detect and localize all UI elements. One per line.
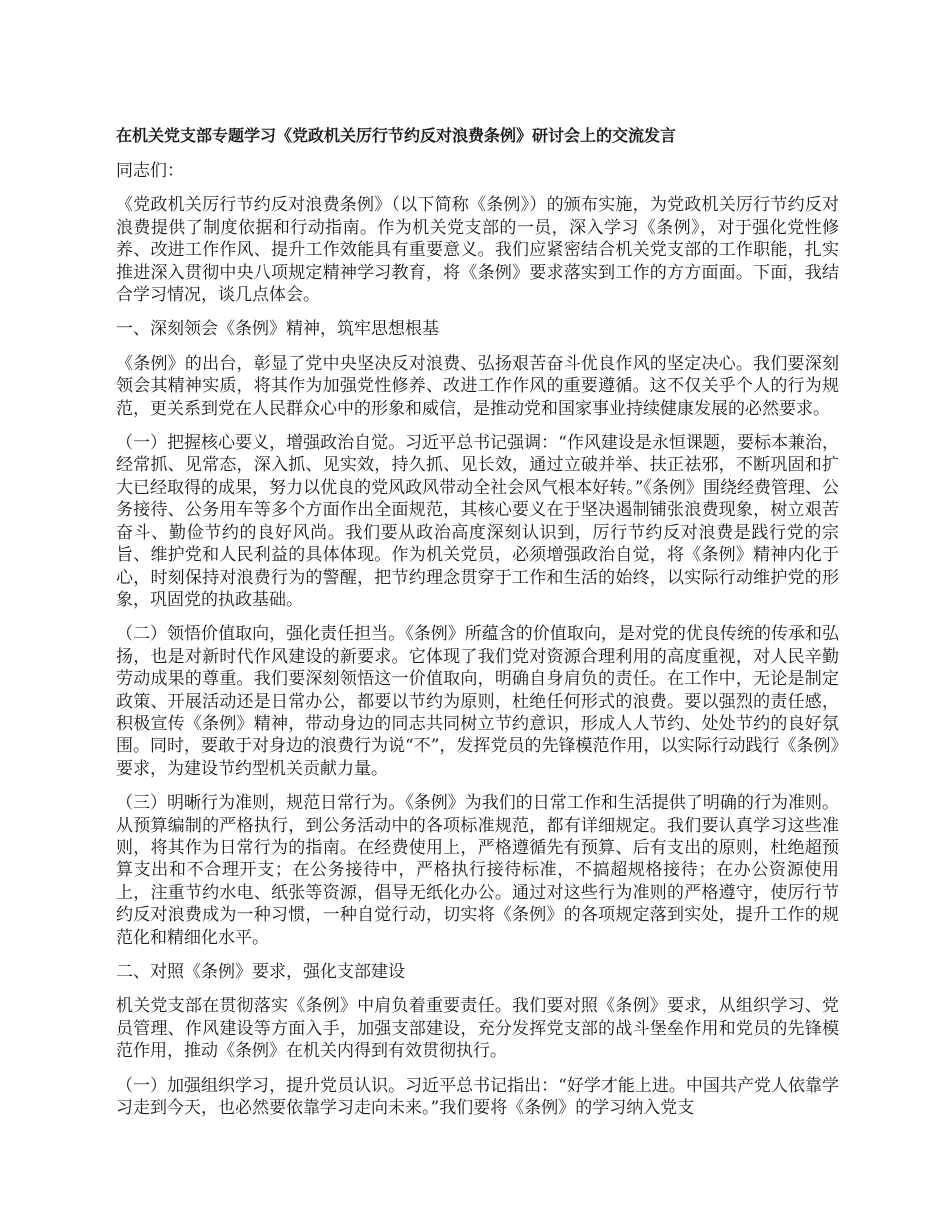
paragraph-section1-point1: （一）把握核心要义，增强政治自觉。习近平总书记强调：“作风建设是永恒课题，要标本兼治，经常抓、见常态，深入抓、见实效，持久抓、见长效，通过立破并举、扶正祛邪，不断巩固和扩大已经取得的成果，努力以优良的党风政风带动全社会风气根本好转。”《条例》围绕经费管理、公务接待、公务用车等多个方面作出全面规范，其核心要义在于坚决遏制铺张浪费现象，树立艰苦奋斗、勤俭节约的良好风尚。我们要从政治高度深刻认识到，厉行节约反对浪费是践行党的宗旨、维护党和人民利益的具体体现。作为机关党员，必须增强政治自觉，将《条例》精神内化于心，时刻保持对浪费行为的警醒，把节约理念贯穿于工作和生活的始终，以实际行动维护党的形象，巩固党的执政基础。	[116, 433, 839, 610]
section-heading-1: 一、深刻领会《条例》精神，筑牢思想根基	[116, 319, 439, 340]
paragraph-section2-intro: 机关党支部在贯彻落实《条例》中肩负着重要责任。我们要对照《条例》要求，从组织学习、党员管理、作风建设等方面入手，加强支部建设，充分发挥党支部的战斗堡垒作用和党员的先锋模范作用，推动《条例》在机关内得到有效贯彻执行。	[116, 996, 839, 1062]
document-page	[116, 124, 839, 1131]
section-heading-2: 二、对照《条例》要求，强化支部建设	[116, 962, 405, 982]
paragraph-section1-point2: （二）领悟价值取向，强化责任担当。《条例》所蕴含的价值取向，是对党的优良传统的传承和弘扬，也是对新时代作风建设的新要求。它体现了我们党对资源合理利用的高度重视，对人民辛勤劳动成果的尊重。我们要深刻领悟这一价值取向，明确自身肩负的责任。在工作中，无论是制定政策、开展活动还是日常办公，都要以节约为原则，杜绝任何形式的浪费。要以强烈的责任感，积极宣传《条例》精神，带动身边的同志共同树立节约意识，形成人人节约、处处节约的良好氛围。同时，要敢于对身边的浪费行为说“不”，发挥党员的先锋模范作用，以实际行动践行《条例》要求，为建设节约型机关贡献力量。	[116, 624, 839, 779]
paragraph-section2-point1: （一）加强组织学习，提升党员认识。习近平总书记指出：“好学才能上进。中国共产党人依靠学习走到今天，也必然要依靠学习走向未来。”我们要将《条例》的学习纳入党支	[116, 1075, 839, 1119]
paragraph-intro: 《党政机关厉行节约反对浪费条例》（以下简称《条例》）的颁布实施，为党政机关厉行节约反对浪费提供了制度依据和行动指南。作为机关党支部的一员，深入学习《条例》，对于强化党性修养、改进工作作风、提升工作效能具有重要意义。我们应紧密结合机关党支部的工作职能，扎实推进深入贯彻中央八项规定精神学习教育，将《条例》要求落实到工作的方方面面。下面，我结合学习情况，谈几点体会。	[116, 195, 839, 306]
paragraph-section1-point3: （三）明晰行为准则，规范日常行为。《条例》为我们的日常工作和生活提供了明确的行为准则。从预算编制的严格执行，到公务活动中的各项标准规范，都有详细规定。我们要认真学习这些准则，将其作为日常行为的指南。在经费使用上，严格遵循先有预算、后有支出的原则，杜绝超预算支出和不合理开支；在公务接待中，严格执行接待标准，不搞超规格接待；在办公资源使用上，注重节约水电、纸张等资源，倡导无纸化办公。通过对这些行为准则的严格遵守，使厉行节约反对浪费成为一种习惯，一种自觉行动，切实将《条例》的各项规定落到实处，提升工作的规范化和精细化水平。	[116, 793, 839, 948]
salutation: 同志们：	[116, 161, 184, 181]
paragraph-section1-intro: 《条例》的出台，彰显了党中央坚决反对浪费、弘扬艰苦奋斗优良作风的坚定决心。我们要深刻领会其精神实质，将其作为加强党性修养、改进工作作风的重要遵循。这不仅关乎个人的行为规范，更关系到党在人民群众心中的形象和威信，是推动党和国家事业持续健康发展的必然要求。	[116, 353, 839, 419]
document-title: 在机关党支部专题学习《党政机关厉行节约反对浪费条例》研讨会上的交流发言	[116, 126, 677, 145]
